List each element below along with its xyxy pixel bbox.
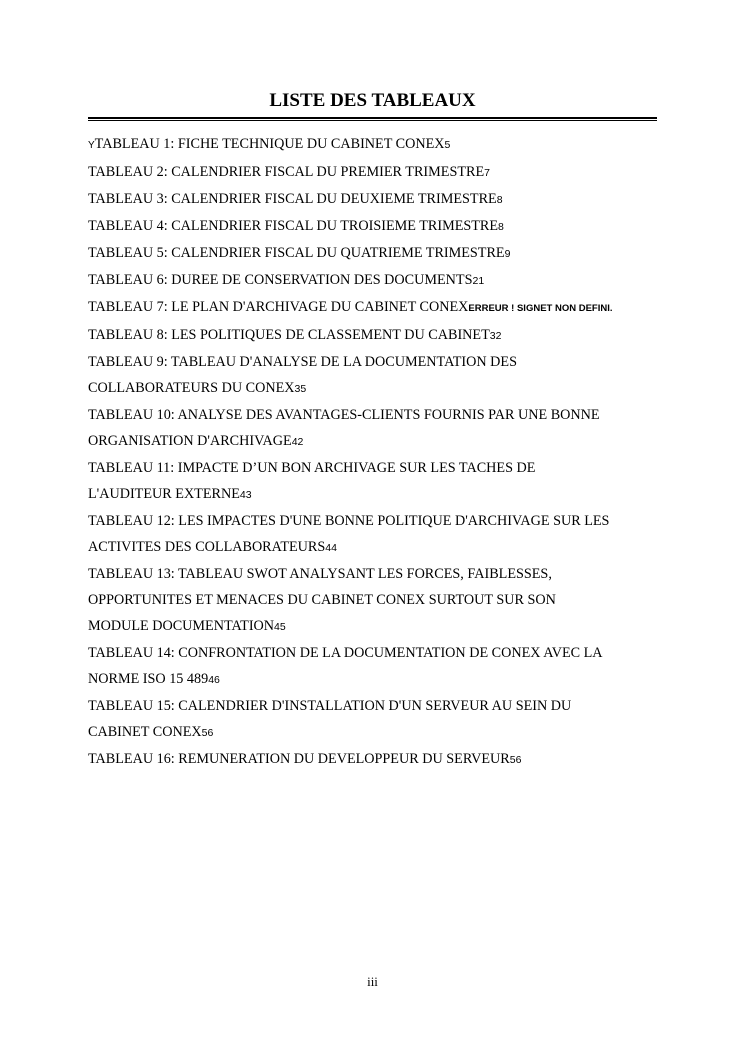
toc-entry[interactable] [88,240,663,267]
toc-entry-page: 46 [208,674,220,686]
toc-entry-page: 8 [498,221,504,233]
toc-entry[interactable] [88,213,663,240]
toc-entry-text: TABLEAU 2: CALENDRIER FISCAL DU PREMIER TRIMESTRE7 [88,164,490,180]
toc-entry-text: TABLEAU 8: LES POLITIQUES DE CLASSEMENT DU CABINET32 [88,327,502,343]
toc-entry-text: TABLEAU 7: LE PLAN D'ARCHIVAGE DU CABINET CONEXERREUR ! SIGNET NON DEFINI. [88,299,613,315]
toc-entry-text: OPPORTUNITES ET MENACES DU CABINET CONEX SURTOUT SUR SON [88,592,556,608]
field-mark: Y [88,140,95,151]
toc-entry[interactable] [88,159,663,186]
toc-entry-text: TABLEAU 14: CONFRONTATION DE LA DOCUMENTATION DE CONEX AVEC LA [88,645,603,661]
toc-entry[interactable] [88,267,663,294]
toc-entry-text: TABLEAU 9: TABLEAU D'ANALYSE DE LA DOCUMENTATION DES [88,354,517,370]
toc-entry-text: TABLEAU 10: ANALYSE DES AVANTAGES-CLIENTS FOURNIS PAR UNE BONNE [88,407,600,423]
toc-entry-page: 32 [489,330,502,342]
toc-entry-text: TABLEAU 4: CALENDRIER FISCAL DU TROISIEME TRIMESTRE8 [88,218,504,234]
toc-entry-page: 56 [201,727,214,739]
toc-entry-text: TABLEAU 11: IMPACTE D’UN BON ARCHIVAGE SUR LES TACHES DE [88,460,536,476]
toc-entry-text: TABLEAU 16: REMUNERATION DU DEVELOPPEUR DU SERVEUR56 [88,751,522,767]
toc-entry-page: 43 [239,489,252,501]
table-of-tables [88,131,663,773]
toc-entry-text: CABINET CONEX56 [88,724,214,740]
toc-entry[interactable] [88,349,663,402]
title-double-rule [88,117,657,121]
toc-entry[interactable] [88,640,663,693]
toc-entry-page: 42 [291,436,304,448]
toc-entry[interactable] [88,561,663,640]
toc-entry-text: TABLEAU 5: CALENDRIER FISCAL DU QUATRIEME TRIMESTRE9 [88,245,511,261]
toc-entry[interactable] [88,693,663,746]
toc-entry-text: ORGANISATION D'ARCHIVAGE42 [88,433,304,449]
toc-entry-error: ERREUR ! SIGNET NON DEFINI. [468,303,613,314]
toc-entry-text: MODULE DOCUMENTATION45 [88,618,286,634]
toc-entry[interactable] [88,186,663,213]
toc-entry-text: TABLEAU 13: TABLEAU SWOT ANALYSANT LES FORCES, FAIBLESSES, [88,566,552,582]
toc-entry-text: TABLEAU 1: FICHE TECHNIQUE DU CABINET CONEX5 [94,136,451,152]
toc-entry-page: 44 [325,542,337,554]
page-title: LISTE DES TABLEAUX [269,90,476,111]
toc-entry-text: NORME ISO 15 48946 [88,671,220,687]
toc-entry-text: TABLEAU 12: LES IMPACTES D'UNE BONNE POLITIQUE D'ARCHIVAGE SUR LES [88,513,610,529]
toc-entry-text: TABLEAU 15: CALENDRIER D'INSTALLATION D'UN SERVEUR AU SEIN DU [88,698,572,714]
toc-entry[interactable] [88,294,663,322]
toc-entry-text: TABLEAU 6: DUREE DE CONSERVATION DES DOCUMENTS21 [88,272,485,288]
toc-entry-page: 7 [484,167,490,179]
toc-entry-page: 21 [472,275,485,287]
toc-entry[interactable] [88,455,663,508]
toc-entry-page: 5 [444,139,451,151]
toc-entry[interactable] [88,131,663,159]
toc-entry-page: 35 [294,383,307,395]
toc-entry-page: 56 [509,754,522,766]
toc-entry[interactable] [88,322,663,349]
toc-entry-text: ACTIVITES DES COLLABORATEURS44 [88,539,337,555]
toc-entry-text: TABLEAU 3: CALENDRIER FISCAL DU DEUXIEME TRIMESTRE8 [88,191,503,207]
toc-entry-page: 9 [504,248,511,260]
toc-entry[interactable] [88,746,663,773]
toc-entry[interactable] [88,508,663,561]
toc-entry-text: COLLABORATEURS DU CONEX35 [88,380,307,396]
toc-entry[interactable] [88,402,663,455]
toc-entry-page: 45 [274,621,286,633]
toc-entry-page: 8 [496,194,503,206]
page-number: iii [367,974,378,989]
toc-entry-text: L'AUDITEUR EXTERNE43 [88,486,252,502]
